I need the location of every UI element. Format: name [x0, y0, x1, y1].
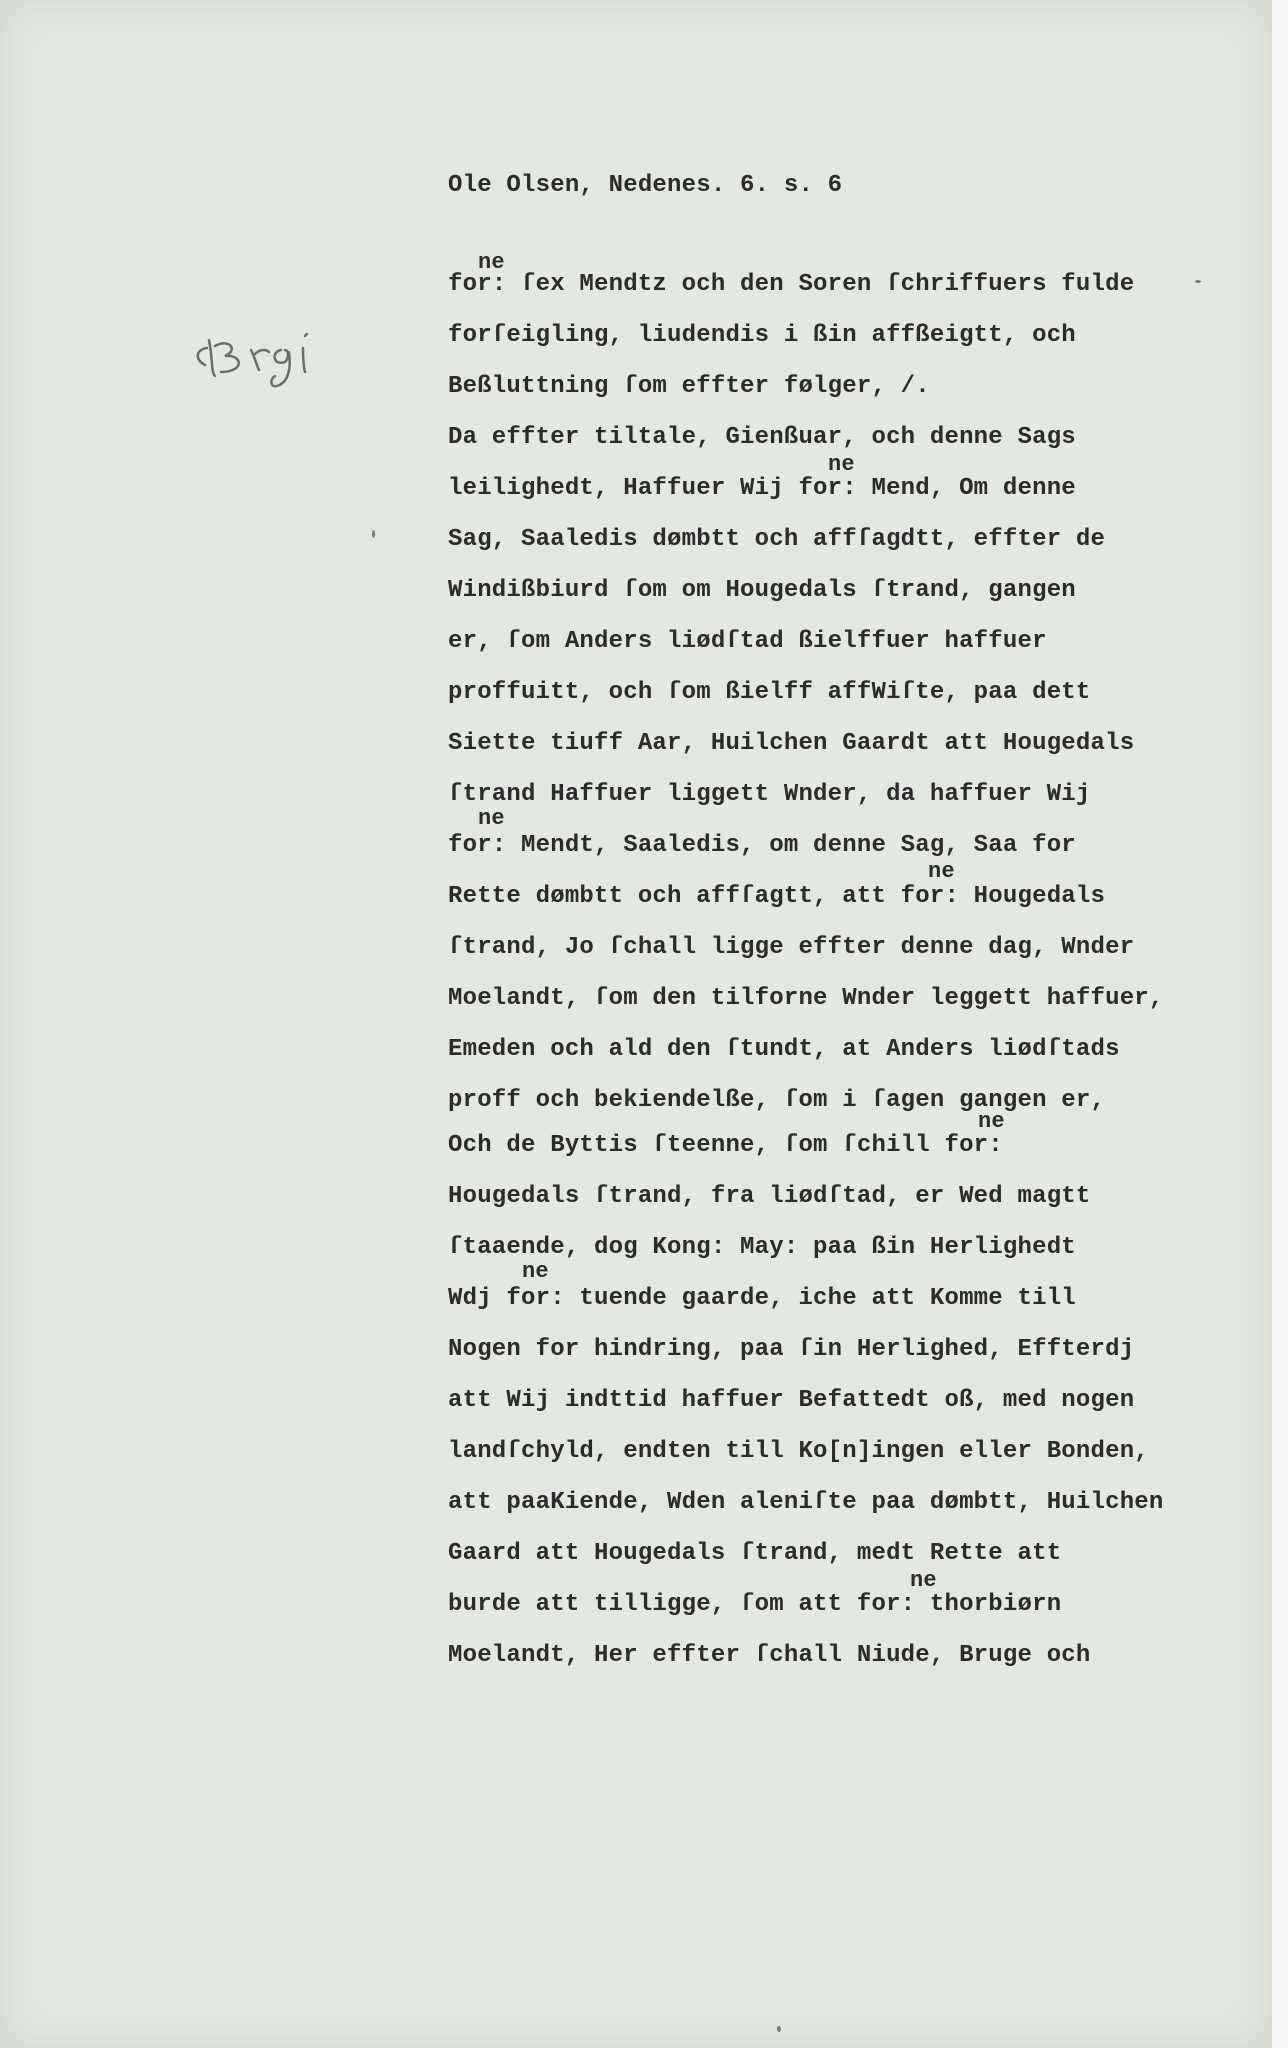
text-line: Windißbiurd ſom om Hougedals ſtrand, gangen	[448, 577, 1076, 604]
text-line: Beßluttning ſom effter følger, /.	[448, 373, 930, 400]
text-line: Och de Byttis ſteenne, ſom ſchill for:	[448, 1132, 1003, 1159]
text-line: Sag, Saaledis dømbtt och affſagdtt, effter de	[448, 526, 1106, 553]
text-line: ſtaaende, dog Kong: May: paa ßin Herlighedt	[448, 1234, 1076, 1261]
text-line: Nogen for hindring, paa ſin Herlighed, Effterdj	[448, 1336, 1135, 1363]
text-line: ſtrand Haffuer liggett Wnder, da haffuer Wij	[448, 781, 1091, 808]
text-line: Emeden och ald den ſtundt, at Anders liødſtads	[448, 1036, 1120, 1063]
text-line: Siette tiuff Aar, Huilchen Gaardt att Hougedals	[448, 730, 1135, 757]
text-line: Moelandt, ſom den tilforne Wnder leggett haffuer,	[448, 985, 1164, 1012]
ink-speck	[1195, 280, 1201, 283]
text-line: Da effter tiltale, Gienßuar, och denne Sags	[448, 424, 1076, 451]
ink-speck	[372, 530, 375, 538]
text-line: att paaKiende, Wden aleniſte paa dømbtt, Huilchen	[448, 1489, 1164, 1516]
text-line: Hougedals ſtrand, fra liødſtad, er Wed magtt	[448, 1183, 1091, 1210]
text-line: Wdj for: tuende gaarde, iche att Komme till	[448, 1285, 1076, 1312]
text-line: for: Mendt, Saaledis, om denne Sag, Saa for	[448, 832, 1076, 859]
text-line: Gaard att Hougedals ſtrand, medt Rette att	[448, 1540, 1062, 1567]
text-line: er, ſom Anders liødſtad ßielffuer haffuer	[448, 628, 1047, 655]
ink-speck	[777, 2026, 781, 2032]
document-header: Ole Olsen, Nedenes. 6. s. 6	[448, 172, 843, 199]
text-line: ſtrand, Jo ſchall ligge effter denne dag, Wnder	[448, 934, 1135, 961]
text-line: proff och bekiendelße, ſom i ſagen gangen er,	[448, 1087, 1106, 1114]
superscript-ne: ne	[910, 1568, 937, 1593]
text-line: Rette dømbtt och affſagtt, att for: Hougedals	[448, 883, 1106, 910]
text-line: landſchyld, endten till Ko[n]ingen eller Bonden,	[448, 1438, 1149, 1465]
superscript-ne: ne	[928, 859, 955, 884]
text-line: att Wij indttid haffuer Befattedt oß, med nogen	[448, 1387, 1135, 1414]
superscript-ne: ne	[478, 806, 505, 831]
text-line: Moelandt, Her effter ſchall Niude, Bruge och	[448, 1642, 1091, 1669]
text-line: leilighedt, Haffuer Wij for: Mend, Om denne	[448, 475, 1076, 502]
text-line: forſeigling, liudendis i ßin affßeigtt, och	[448, 322, 1076, 349]
superscript-ne: ne	[478, 250, 505, 275]
text-line: proffuitt, och ſom ßielff affWiſte, paa dett	[448, 679, 1091, 706]
margin-note-handwriting	[185, 310, 345, 390]
superscript-ne: ne	[522, 1259, 549, 1284]
text-line: burde att tilligge, ſom att for: thorbiørn	[448, 1591, 1062, 1618]
page-edge	[1272, 0, 1288, 2048]
superscript-ne: ne	[978, 1109, 1005, 1134]
superscript-ne: ne	[828, 452, 855, 477]
text-line: for: ſex Mendtz och den Soren ſchriffuers fulde	[448, 271, 1135, 298]
